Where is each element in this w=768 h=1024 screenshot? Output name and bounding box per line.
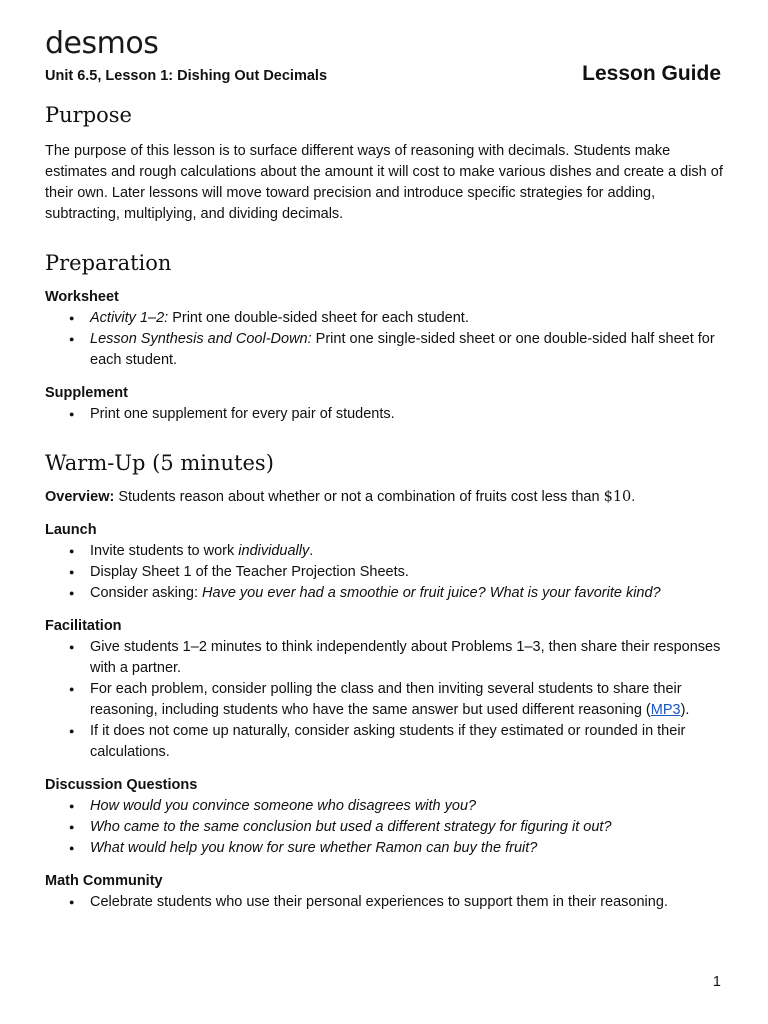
list-item (90, 583, 725, 604)
warmup-heading: Warm-Up (5 minutes) (45, 451, 274, 475)
page-number: 1 (712, 974, 721, 990)
overview-text: Students reason about whether or not a combination of fruits cost less than (114, 489, 604, 505)
overview-paragraph (45, 487, 725, 508)
supplement-list (45, 404, 725, 425)
list-item (90, 679, 725, 721)
list-item: ● Celebrate students who use their personal experiences to support them in their reasoning. (90, 892, 725, 913)
purpose-heading: Purpose (45, 103, 132, 127)
supplement-label: Supplement (45, 385, 128, 401)
discussion-questions-label: Discussion Questions (45, 777, 198, 793)
mp3-link[interactable]: MP3 (650, 702, 681, 718)
list-item-text: ). (680, 702, 690, 718)
purpose-paragraph: The purpose of this lesson is to surface different ways of reasoning with decimals. Students make estimates and rough calculations about the amount it will cost to make various dishes and create a dish of their own. Later lessons will move toward precision and introduce specific strategies for adding, subtracting, multiplying, and dividing decimals. (45, 143, 723, 222)
list-item: ● Display Sheet 1 of the Teacher Projection Sheets. (90, 562, 725, 583)
list-item (90, 817, 725, 838)
list-item (90, 838, 725, 859)
synthesis-label: Lesson Synthesis and Cool-Down: (90, 331, 312, 347)
list-item (90, 796, 725, 817)
list-item-text: Consider asking: (90, 585, 203, 601)
list-item: ● If it does not come up naturally, consider asking students if they estimated or rounded in their calculations. (90, 721, 725, 763)
lesson-guide-label: Lesson Guide (582, 62, 721, 85)
list-item-text: For each problem, consider polling the class and then inviting several students to share their reasoning, including students who have the same answer but used different reasoning ( (90, 681, 682, 718)
list-item-text: . (309, 543, 314, 559)
overview-end: . (631, 489, 636, 505)
preparation-heading: Preparation (45, 251, 172, 275)
list-item-text: Print one double-sided sheet for each student. (168, 310, 469, 326)
question-text: What would help you know for sure whether Ramon can buy the fruit? (90, 840, 538, 856)
overview-amount: $10 (603, 489, 632, 505)
activity-label: Activity 1–2: (90, 310, 169, 326)
community-list (45, 892, 725, 913)
launch-list (45, 541, 725, 604)
question-text: How would you convince someone who disagrees with you? (90, 798, 477, 814)
emphasis-text: Have you ever had a smoothie or fruit juice? What is your favorite kind? (202, 585, 661, 601)
document-body (45, 100, 725, 913)
math-community-label: Math Community (45, 873, 163, 889)
list-item (90, 329, 725, 371)
launch-label: Launch (45, 522, 97, 538)
overview-label: Overview: (45, 489, 115, 505)
list-item (90, 308, 725, 329)
worksheet-list (45, 308, 725, 371)
facilitation-list (45, 637, 725, 763)
unit-lesson-title: Unit 6.5, Lesson 1: Dishing Out Decimals (45, 68, 328, 84)
facilitation-label: Facilitation (45, 618, 122, 634)
worksheet-label: Worksheet (45, 289, 119, 305)
desmos-logo: desmos (45, 26, 159, 61)
emphasis-text: individually (238, 543, 310, 559)
list-item (90, 541, 725, 562)
question-text: Who came to the same conclusion but used a different strategy for figuring it out? (90, 819, 612, 835)
list-item: ● Print one supplement for every pair of students. (90, 404, 725, 425)
list-item-text: Invite students to work (90, 543, 239, 559)
list-item-text: Print one single-sided sheet or one double-sided half sheet for each student. (90, 331, 715, 368)
discussion-list (45, 796, 725, 859)
list-item: ● Give students 1–2 minutes to think independently about Problems 1–3, then share their responses with a partner. (90, 637, 725, 679)
